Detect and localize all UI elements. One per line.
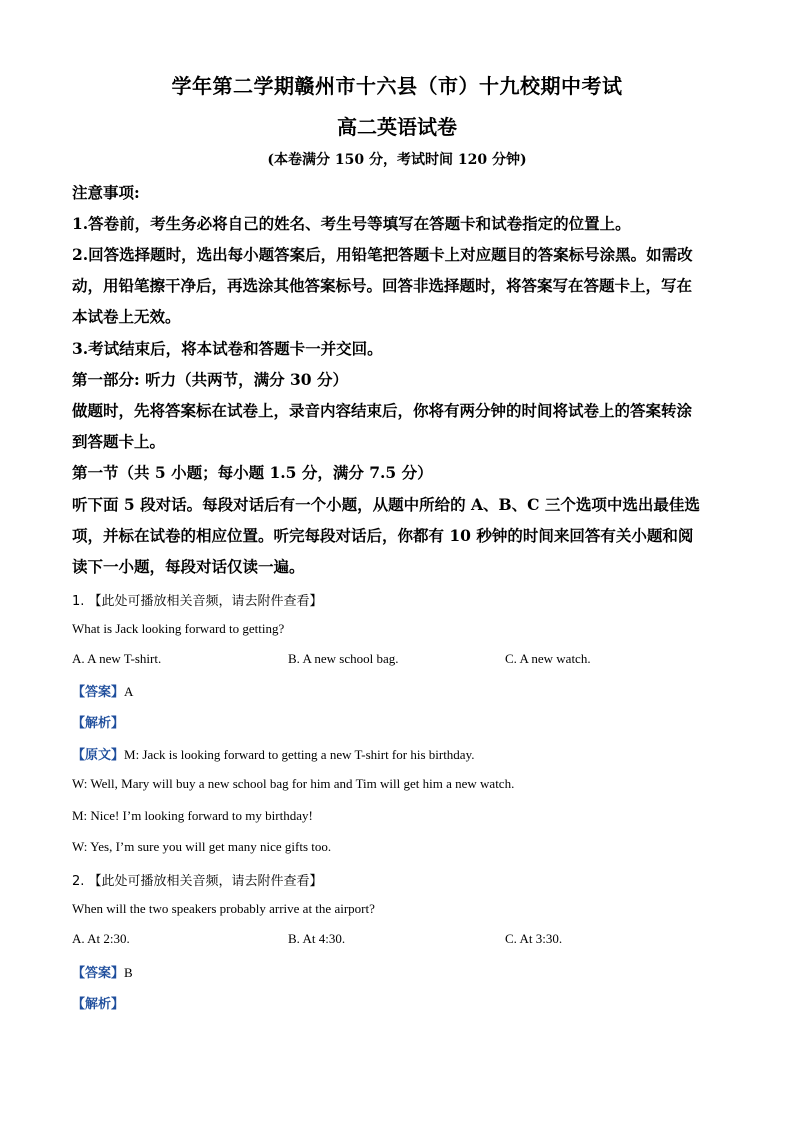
part1-heading: 第一部分: 听力（共两节，满分 30 分）	[72, 370, 348, 389]
notice-item-2-line-1: 2.回答选择题时，选出每小题答案后，用铅笔把答题卡上对应题目的答案标号涂黑。如需改	[72, 245, 693, 264]
question-2-text: When will the two speakers probably arrive at the airport?	[72, 901, 375, 916]
section1-heading: 第一节（共 5 小题；每小题 1.5 分，满分 7.5 分）	[72, 463, 433, 482]
answer-value: A	[124, 684, 134, 699]
question-1-option-b: B. A new school bag.	[288, 651, 399, 666]
answer-tag: 【答案】	[72, 966, 125, 981]
original-tag: 【原文】	[72, 748, 125, 763]
question-2-answer	[72, 962, 133, 982]
exam-title: 学年第二学期赣州市十六县（市）十九校期中考试	[171, 74, 623, 98]
audio-placeholder[interactable]: 【此处可播放相关音频，请去附件查看】	[88, 874, 323, 889]
question-number: 2.	[72, 874, 85, 889]
notice-item-2-line-2: 动，用铅笔擦干净后，再选涂其他答案标号。回答非选择题时，将答案写在答题卡上，写在	[72, 276, 693, 295]
question-1-text: What is Jack looking forward to getting?	[72, 621, 285, 636]
notice-item-2-line-3: 本试卷上无效。	[72, 307, 181, 326]
question-1-transcript-line-4: W: Yes, I’m sure you will get many nice gifts too.	[72, 839, 332, 854]
exam-note: (本卷满分 150 分，考试时间 120 分钟)	[267, 152, 527, 168]
question-number: 1.	[72, 594, 85, 609]
analysis-tag: 【解析】	[72, 997, 125, 1012]
notice-heading: 注意事项:	[72, 183, 140, 202]
question-1-option-c: C. A new watch.	[505, 651, 591, 666]
section1-line-2: 项，并标在试卷的相应位置。听完每段对话后，你都有 10 秒钟的时间来回答有关小题和阅	[72, 526, 694, 545]
question-1-header	[72, 590, 323, 609]
transcript-text: M: Jack is looking forward to getting a new T-shirt for his birthday.	[124, 747, 475, 762]
part1-intro-line-1: 做题时，先将答案标在试卷上，录音内容结束后，你将有两分钟的时间将试卷上的答案转涂	[72, 401, 693, 420]
section1-line-1: 听下面 5 段对话。每段对话后有一个小题，从题中所给的 A、B、C 三个选项中选出最佳选	[72, 495, 700, 514]
question-1-transcript-line-2: W: Well, Mary will buy a new school bag for him and Tim will get him a new watch.	[72, 776, 515, 791]
notice-item-1: 1.答卷前，考生务必将自己的姓名、考生号等填写在答题卡和试卷指定的位置上。	[72, 214, 631, 233]
answer-tag: 【答案】	[72, 685, 125, 700]
question-2-option-a: A. At 2:30.	[72, 931, 130, 946]
question-1-transcript-line-1	[72, 744, 474, 764]
question-1-analysis	[72, 712, 124, 731]
notice-item-3: 3.考试结束后，将本试卷和答题卡一并交回。	[72, 339, 383, 358]
question-1-answer	[72, 681, 133, 701]
answer-value: B	[124, 965, 133, 980]
analysis-tag: 【解析】	[72, 716, 125, 731]
question-2-option-b: B. At 4:30.	[288, 931, 346, 946]
question-2-analysis	[72, 993, 124, 1012]
audio-placeholder[interactable]: 【此处可播放相关音频，请去附件查看】	[88, 594, 323, 609]
part1-intro-line-2: 到答题卡上。	[72, 432, 166, 451]
section1-line-3: 读下一小题，每段对话仅读一遍。	[72, 557, 305, 576]
question-2-option-c: C. At 3:30.	[505, 931, 563, 946]
exam-subtitle: 高二英语试卷	[337, 115, 457, 139]
question-1-option-a: A. A new T-shirt.	[72, 651, 162, 666]
question-1-transcript-line-3: M: Nice! I’m looking forward to my birthday!	[72, 808, 313, 823]
question-2-header	[72, 870, 323, 889]
